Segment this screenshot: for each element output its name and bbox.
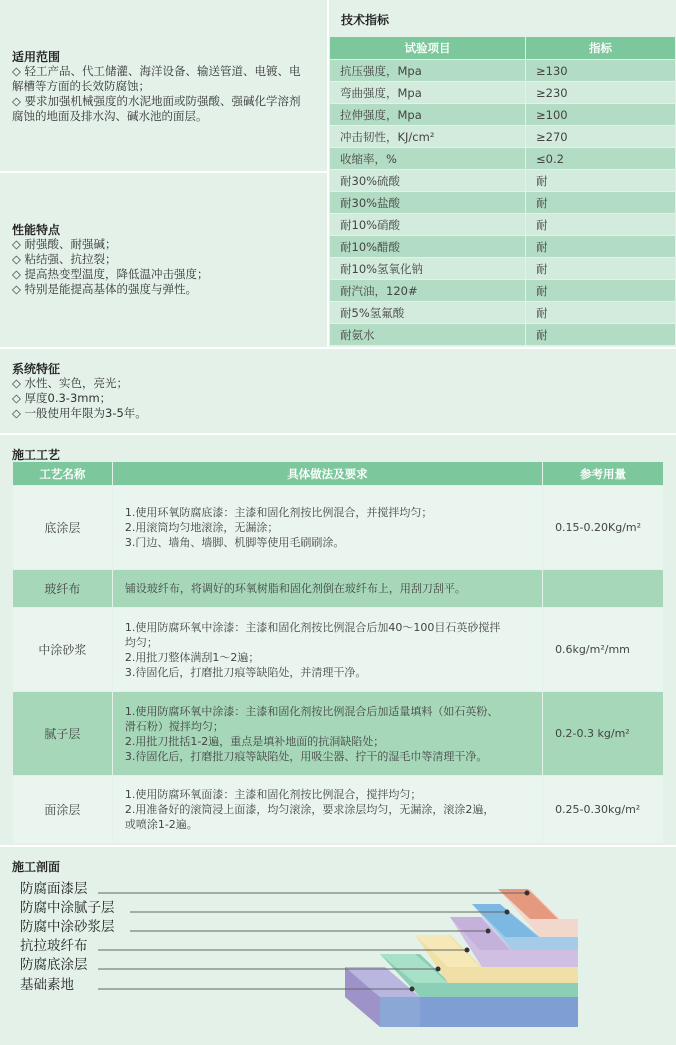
application-panel: [0, 0, 327, 171]
application-line: ◇ 要求加强机械强度的水泥地面或防强酸、强碱化学溶剂: [12, 94, 301, 108]
process-amount: 0.6kg/m²/mm: [543, 608, 664, 692]
process-name: 腻子层: [13, 692, 113, 776]
spec-item: 耐10%醋酸: [330, 236, 526, 258]
process-header: 工艺名称: [13, 462, 113, 486]
performance-line: ◇ 特别是能提高基体的强度与弹性。: [12, 282, 197, 296]
spec-item: 收缩率，%: [330, 148, 526, 170]
specs-row: [330, 126, 676, 148]
spec-value: ≤0.2: [526, 148, 676, 170]
application-title: 适用范围: [12, 50, 61, 64]
layer-base-body: [420, 997, 578, 1027]
spec-value: 耐: [526, 236, 676, 258]
specs-panel: [329, 0, 676, 347]
process-name: 玻纤布: [13, 570, 113, 608]
spec-item: 冲击韧性，KJ/cm²: [330, 126, 526, 148]
process-row: [13, 486, 664, 570]
spec-item: 耐10%硝酸: [330, 214, 526, 236]
process-row: [13, 570, 664, 608]
spec-value: 耐: [526, 214, 676, 236]
spec-item: 耐10%氢氧化钠: [330, 258, 526, 280]
system-line: ◇ 厚度0.3-3mm；: [12, 391, 112, 405]
spec-value: 耐: [526, 192, 676, 214]
process-desc-line: 3.门边、墙角、墙脚、机脚等使用毛刷刷涂。: [124, 536, 345, 549]
specs-row: [330, 60, 676, 82]
system-title: 系统特征: [12, 362, 61, 376]
process-desc: [112, 776, 542, 844]
spec-value: ≥230: [526, 82, 676, 104]
layer-label: 防腐中涂砂浆层: [20, 919, 115, 935]
specs-row: [330, 170, 676, 192]
spec-value: 耐: [526, 170, 676, 192]
application-line: ◇ 轻工产品、代工储灌、海洋设备、输送管道、电镀、电: [12, 64, 301, 78]
process-desc: [112, 608, 542, 692]
process-amount: 0.15-0.20Kg/m²: [543, 486, 664, 570]
process-row: [13, 608, 664, 692]
specs-row: [330, 192, 676, 214]
spec-item: 耐氨水: [330, 324, 526, 346]
process-header: 参考用量: [543, 462, 664, 486]
performance-panel: [0, 173, 327, 347]
specs-row: [330, 302, 676, 324]
spec-item: 耐30%硫酸: [330, 170, 526, 192]
floor-section-illustration: [0, 847, 676, 1045]
system-line: ◇ 一般使用年限为3-5年。: [12, 406, 147, 420]
spec-item: 拉伸强度，Mpa: [330, 104, 526, 126]
performance-title: 性能特点: [12, 223, 61, 237]
process-desc-line: 1.使用防腐环氧面漆：主漆和固化剂按比例混合，搅拌均匀；: [124, 788, 422, 801]
specs-row: [330, 280, 676, 302]
process-desc: [112, 486, 542, 570]
spec-value: ≥100: [526, 104, 676, 126]
application-lines: [12, 64, 322, 124]
spec-value: 耐: [526, 280, 676, 302]
system-lines: [12, 376, 147, 421]
specs-row: [330, 148, 676, 170]
process-desc-line: 2.用滚筒均匀地滚涂，无漏涂；: [124, 521, 279, 534]
performance-line: ◇ 提高热变型温度，降低温冲击强度；: [12, 267, 209, 281]
layer-label: 防腐中涂腻子层: [20, 900, 115, 916]
spec-value: ≥130: [526, 60, 676, 82]
process-desc-line: 2.用批刀批括1-2遍，重点是填补地面的抗洞缺陷处；: [124, 734, 385, 748]
section-view-title: 施工剖面: [12, 860, 61, 874]
spec-value: ≥270: [526, 126, 676, 148]
process-row: [13, 776, 664, 844]
performance-line: ◇ 粘结强、抗拉裂；: [12, 252, 117, 266]
process-desc-line: 1.使用防腐环氧中涂漆：主漆和固化剂按比例混合后加40～100目石英砂搅拌: [124, 620, 501, 634]
system-line: ◇ 水性、实色，亮光；: [12, 376, 128, 390]
performance-line: ◇ 耐强酸、耐强碱；: [12, 237, 117, 251]
specs-row: [330, 258, 676, 280]
process-desc-line: 均匀；: [124, 635, 158, 649]
layer-label: 基础素地: [20, 977, 74, 993]
specs-table: [329, 36, 676, 346]
process-panel: [0, 435, 676, 845]
spec-item: 抗压强度，Mpa: [330, 60, 526, 82]
process-header: 具体做法及要求: [112, 462, 542, 486]
spec-value: 耐: [526, 258, 676, 280]
application-line: 腐蚀的地面及排水沟、碱水池的面层。: [12, 109, 208, 123]
system-panel: [0, 349, 676, 433]
spec-value: 耐: [526, 302, 676, 324]
specs-row: [330, 324, 676, 346]
process-desc-line: 2.用准备好的滚筒浸上面漆，均匀滚涂，要求涂层均匀，无漏涂，滚涂2遍，: [124, 803, 495, 816]
process-desc: [112, 570, 542, 608]
process-desc-line: 3.待固化后，打磨批刀痕等缺陷处，并清理干净。: [124, 665, 367, 679]
spec-value: 耐: [526, 324, 676, 346]
specs-title: 技术指标: [341, 13, 390, 27]
spec-item: 耐5%氢氟酸: [330, 302, 526, 324]
process-title: 施工工艺: [12, 448, 61, 462]
process-amount: 0.2-0.3 kg/m²: [543, 692, 664, 776]
process-table: [12, 461, 664, 844]
process-name: 面涂层: [13, 776, 113, 844]
layer-label: 抗拉玻纤布: [20, 938, 88, 954]
process-desc-line: 滑石粉）搅拌均匀；: [124, 719, 224, 733]
specs-row: [330, 236, 676, 258]
layer-label: 防腐底涂层: [20, 957, 88, 973]
layer-label: 防腐面漆层: [20, 881, 88, 897]
specs-header: 试验项目: [330, 37, 526, 60]
process-amount: [543, 570, 664, 608]
specs-row: [330, 82, 676, 104]
performance-lines: [12, 237, 322, 297]
specs-row: [330, 214, 676, 236]
process-desc-line: 或喷涂1-2遍。: [124, 818, 198, 831]
process-desc-line: 铺设玻纤布，将调好的环氧树脂和固化剂倒在玻纤布上，用刮刀刮平。: [124, 582, 466, 595]
spec-item: 弯曲强度，Mpa: [330, 82, 526, 104]
spec-item: 耐汽油，120#: [330, 280, 526, 302]
spec-item: 耐30%盐酸: [330, 192, 526, 214]
specs-header: 指标: [526, 37, 676, 60]
specs-row: [330, 104, 676, 126]
process-row: [13, 692, 664, 776]
process-name: 底涂层: [13, 486, 113, 570]
process-amount: 0.25-0.30kg/m²: [543, 776, 664, 844]
process-name: 中涂砂浆: [13, 608, 113, 692]
process-desc-line: 1.使用防腐环氧中涂漆：主漆和固化剂按比例混合后加适量填料（如石英粉、: [124, 704, 499, 718]
section-view-panel: [0, 847, 676, 1045]
process-desc-line: 3.待固化后，打磨批刀痕等缺陷处，用吸尘器、拧干的湿毛巾等清理干净。: [124, 749, 488, 763]
process-desc: [112, 692, 542, 776]
process-desc-line: 2.用批刀整体满刮1～2遍；: [124, 650, 260, 664]
application-line: 解槽等方面的长效防腐蚀；: [12, 79, 150, 93]
process-desc-line: 1.使用环氧防腐底漆：主漆和固化剂按比例混合，并搅拌均匀；: [124, 506, 433, 519]
